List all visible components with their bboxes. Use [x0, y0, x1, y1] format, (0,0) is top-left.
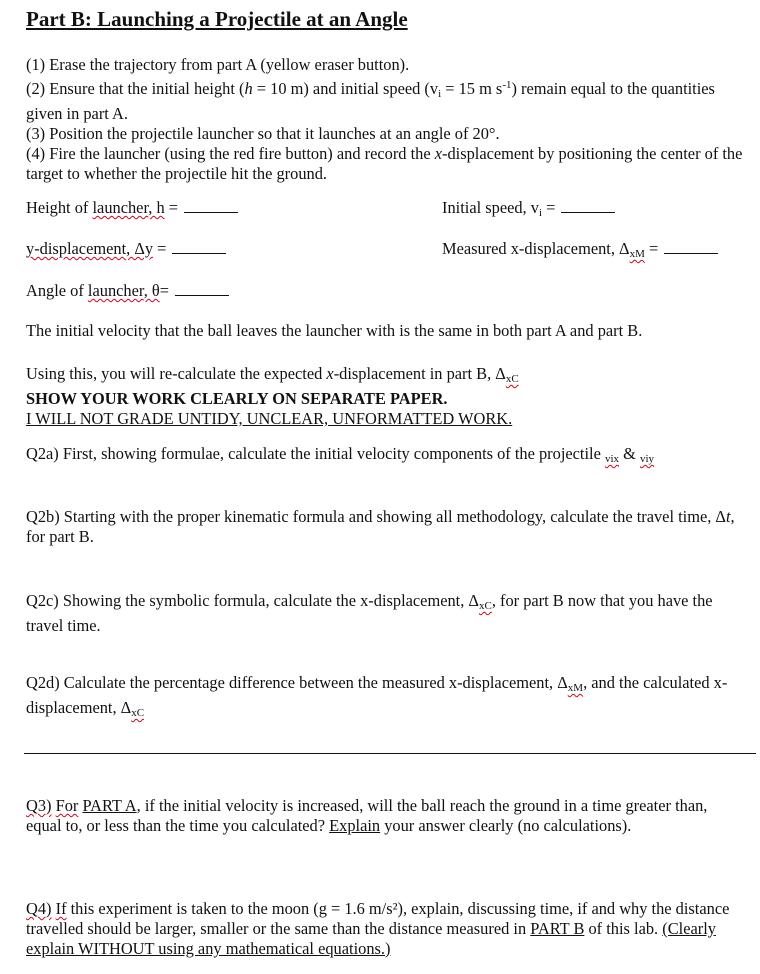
question-q4: Q4) If this experiment is taken to the moon (g = 1.6 m/s²), explain, discussing time, if and why the distance travelled should be larger, smaller or the same than the distance measured in PART B of this lab. (Clearly explain WITHOUT using any mathematical equations.) [26, 899, 730, 958]
y-displacement-blank[interactable] [172, 252, 226, 254]
speed-field: Initial speed, $v_i$ = [442, 198, 615, 223]
measured-x-field: Measured x-displacement, $\Delta_{xM}$ = [442, 239, 718, 264]
question-q2d: Q2d) Calculate the percentage difference between the measured x-displacement, $\Delta_{xM}$, and the calculated x-displacement, $\Delta_{xC}$ [26, 673, 728, 719]
recalc-block [26, 364, 746, 429]
question-q2b: Q2b) Starting with the proper kinematic formula and showing all methodology, calculate the travel time, Δt, for part B. [26, 507, 735, 546]
question-q2a: Q2a) First, showing formulae, calculate the initial velocity components of the projectile $_{vix}$ & $_{viy}$ [26, 444, 655, 465]
question-q3: Q3) For PART A, if the initial velocity is increased, will the ball reach the ground in a time greater than, equal to, or less than the time you calculated? Explain your answer clearly (no calculations). [26, 796, 708, 835]
grading-note: I WILL NOT GRADE UNTIDY, UNCLEAR, UNFORMATTED WORK. [26, 409, 513, 428]
spellcheck-word: launcher [92, 198, 149, 217]
y-displacement-field: y-displacement, Δy = [26, 239, 226, 259]
section-divider [24, 753, 756, 754]
show-work-note: SHOW YOUR WORK CLEARLY ON SEPARATE PAPER. [26, 389, 448, 408]
height-blank[interactable] [184, 211, 238, 213]
speed-blank[interactable] [561, 211, 615, 213]
page-title: Part B: Launching a Projectile at an Angle [26, 7, 408, 31]
recalc-intro: Using this, you will re-calculate the expected x-displacement in part B, $\Delta_{xC}$ [26, 364, 519, 385]
step-3: (3) Position the projectile launcher so that it launches at an angle of 20°. [26, 124, 500, 143]
angle-blank[interactable] [175, 294, 229, 296]
angle-field: Angle of launcher, θ= [26, 281, 229, 301]
height-field: Height of launcher, h = [26, 198, 238, 218]
step-2: (2) Ensure that the initial height (h = 10 m) and initial speed ($v_i = 15$ m $s^{-1}$) remain equal to the quantities given in part A. [26, 79, 715, 123]
statement: The initial velocity that the ball leaves the launcher with is the same in both part A and part B. [26, 321, 643, 340]
step-list [26, 55, 746, 184]
step-1: (1) Erase the trajectory from part A (yellow eraser button). [26, 55, 410, 74]
measured-x-blank[interactable] [664, 252, 718, 254]
step-4: (4) Fire the launcher (using the red fire button) and record the x-displacement by positioning the center of the target to whether the projectile hit the ground. [26, 144, 743, 183]
question-q2c: Q2c) Showing the symbolic formula, calculate the x-displacement, $\Delta_{xC}$, for part B now that you have the travel time. [26, 591, 713, 635]
